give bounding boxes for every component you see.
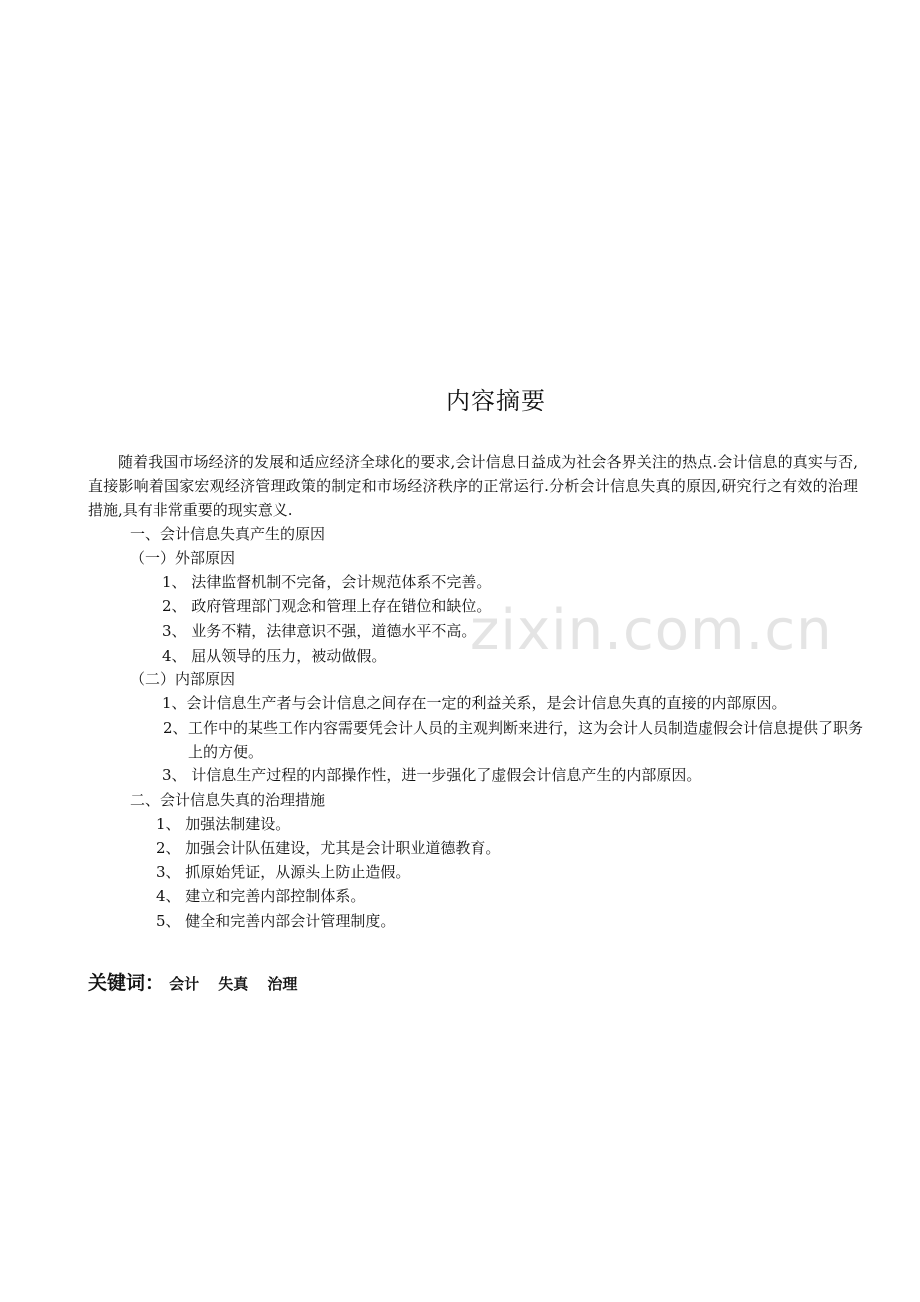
list-item: 2、 政府管理部门观念和管理上存在错位和缺位。: [162, 597, 492, 615]
keywords-label: 关键词：: [88, 972, 165, 994]
section-heading-causes: 一、会计信息失真产生的原因: [130, 525, 326, 543]
keyword: 失真: [218, 975, 249, 993]
subsection-heading-external: （一）外部原因: [130, 549, 236, 567]
subsection-heading-internal: （二）内部原因: [130, 670, 236, 688]
list-item-text: 工作中的某些工作内容需要凭会计人员的主观判断来进行，这为会计人员制造虚假会计信息提供了职务上的方便。: [188, 719, 864, 761]
keyword: 会计: [169, 975, 200, 993]
list-item: 1、 法律监督机制不完备，会计规范体系不完善。: [162, 573, 492, 591]
list-item-number: 2、: [163, 719, 188, 737]
list-item: 1、会计信息生产者与会计信息之间存在一定的利益关系，是会计信息失真的直接的内部原因。: [162, 694, 787, 712]
list-item: 3、 抓原始凭证，从源头上防止造假。: [156, 863, 411, 881]
abstract-paragraph: 随着我国市场经济的发展和适应经济全球化的要求,会计信息日益成为社会各界关注的热点.会计信息的真实与否,直接影响着国家宏观经济管理政策的制定和市场经济秩序的正常运行.分析会计信息失真的原因,研究行之有效的治理措施,具有非常重要的现实意义.: [88, 453, 858, 519]
list-item: 3、 计信息生产过程的内部操作性，进一步强化了虚假会计信息产生的内部原因。: [162, 766, 702, 784]
section-heading-measures: 二、会计信息失真的治理措施: [130, 791, 326, 809]
list-item: 4、 建立和完善内部控制体系。: [156, 887, 366, 905]
keyword: 治理: [267, 975, 298, 993]
list-item: [163, 716, 873, 764]
list-item: 3、 业务不精，法律意识不强，道德水平不高。: [162, 622, 477, 640]
watermark: zixin.com.cn: [470, 598, 833, 663]
list-item: 5、 健全和完善内部会计管理制度。: [156, 912, 396, 930]
list-item: 4、 屈从领导的压力，被动做假。: [162, 647, 387, 665]
list-item: 2、 加强会计队伍建设，尤其是会计职业道德教育。: [156, 839, 501, 857]
list-item: 1、 加强法制建设。: [156, 815, 291, 833]
page-title: 内容摘要: [446, 387, 546, 415]
keywords: [88, 968, 311, 995]
